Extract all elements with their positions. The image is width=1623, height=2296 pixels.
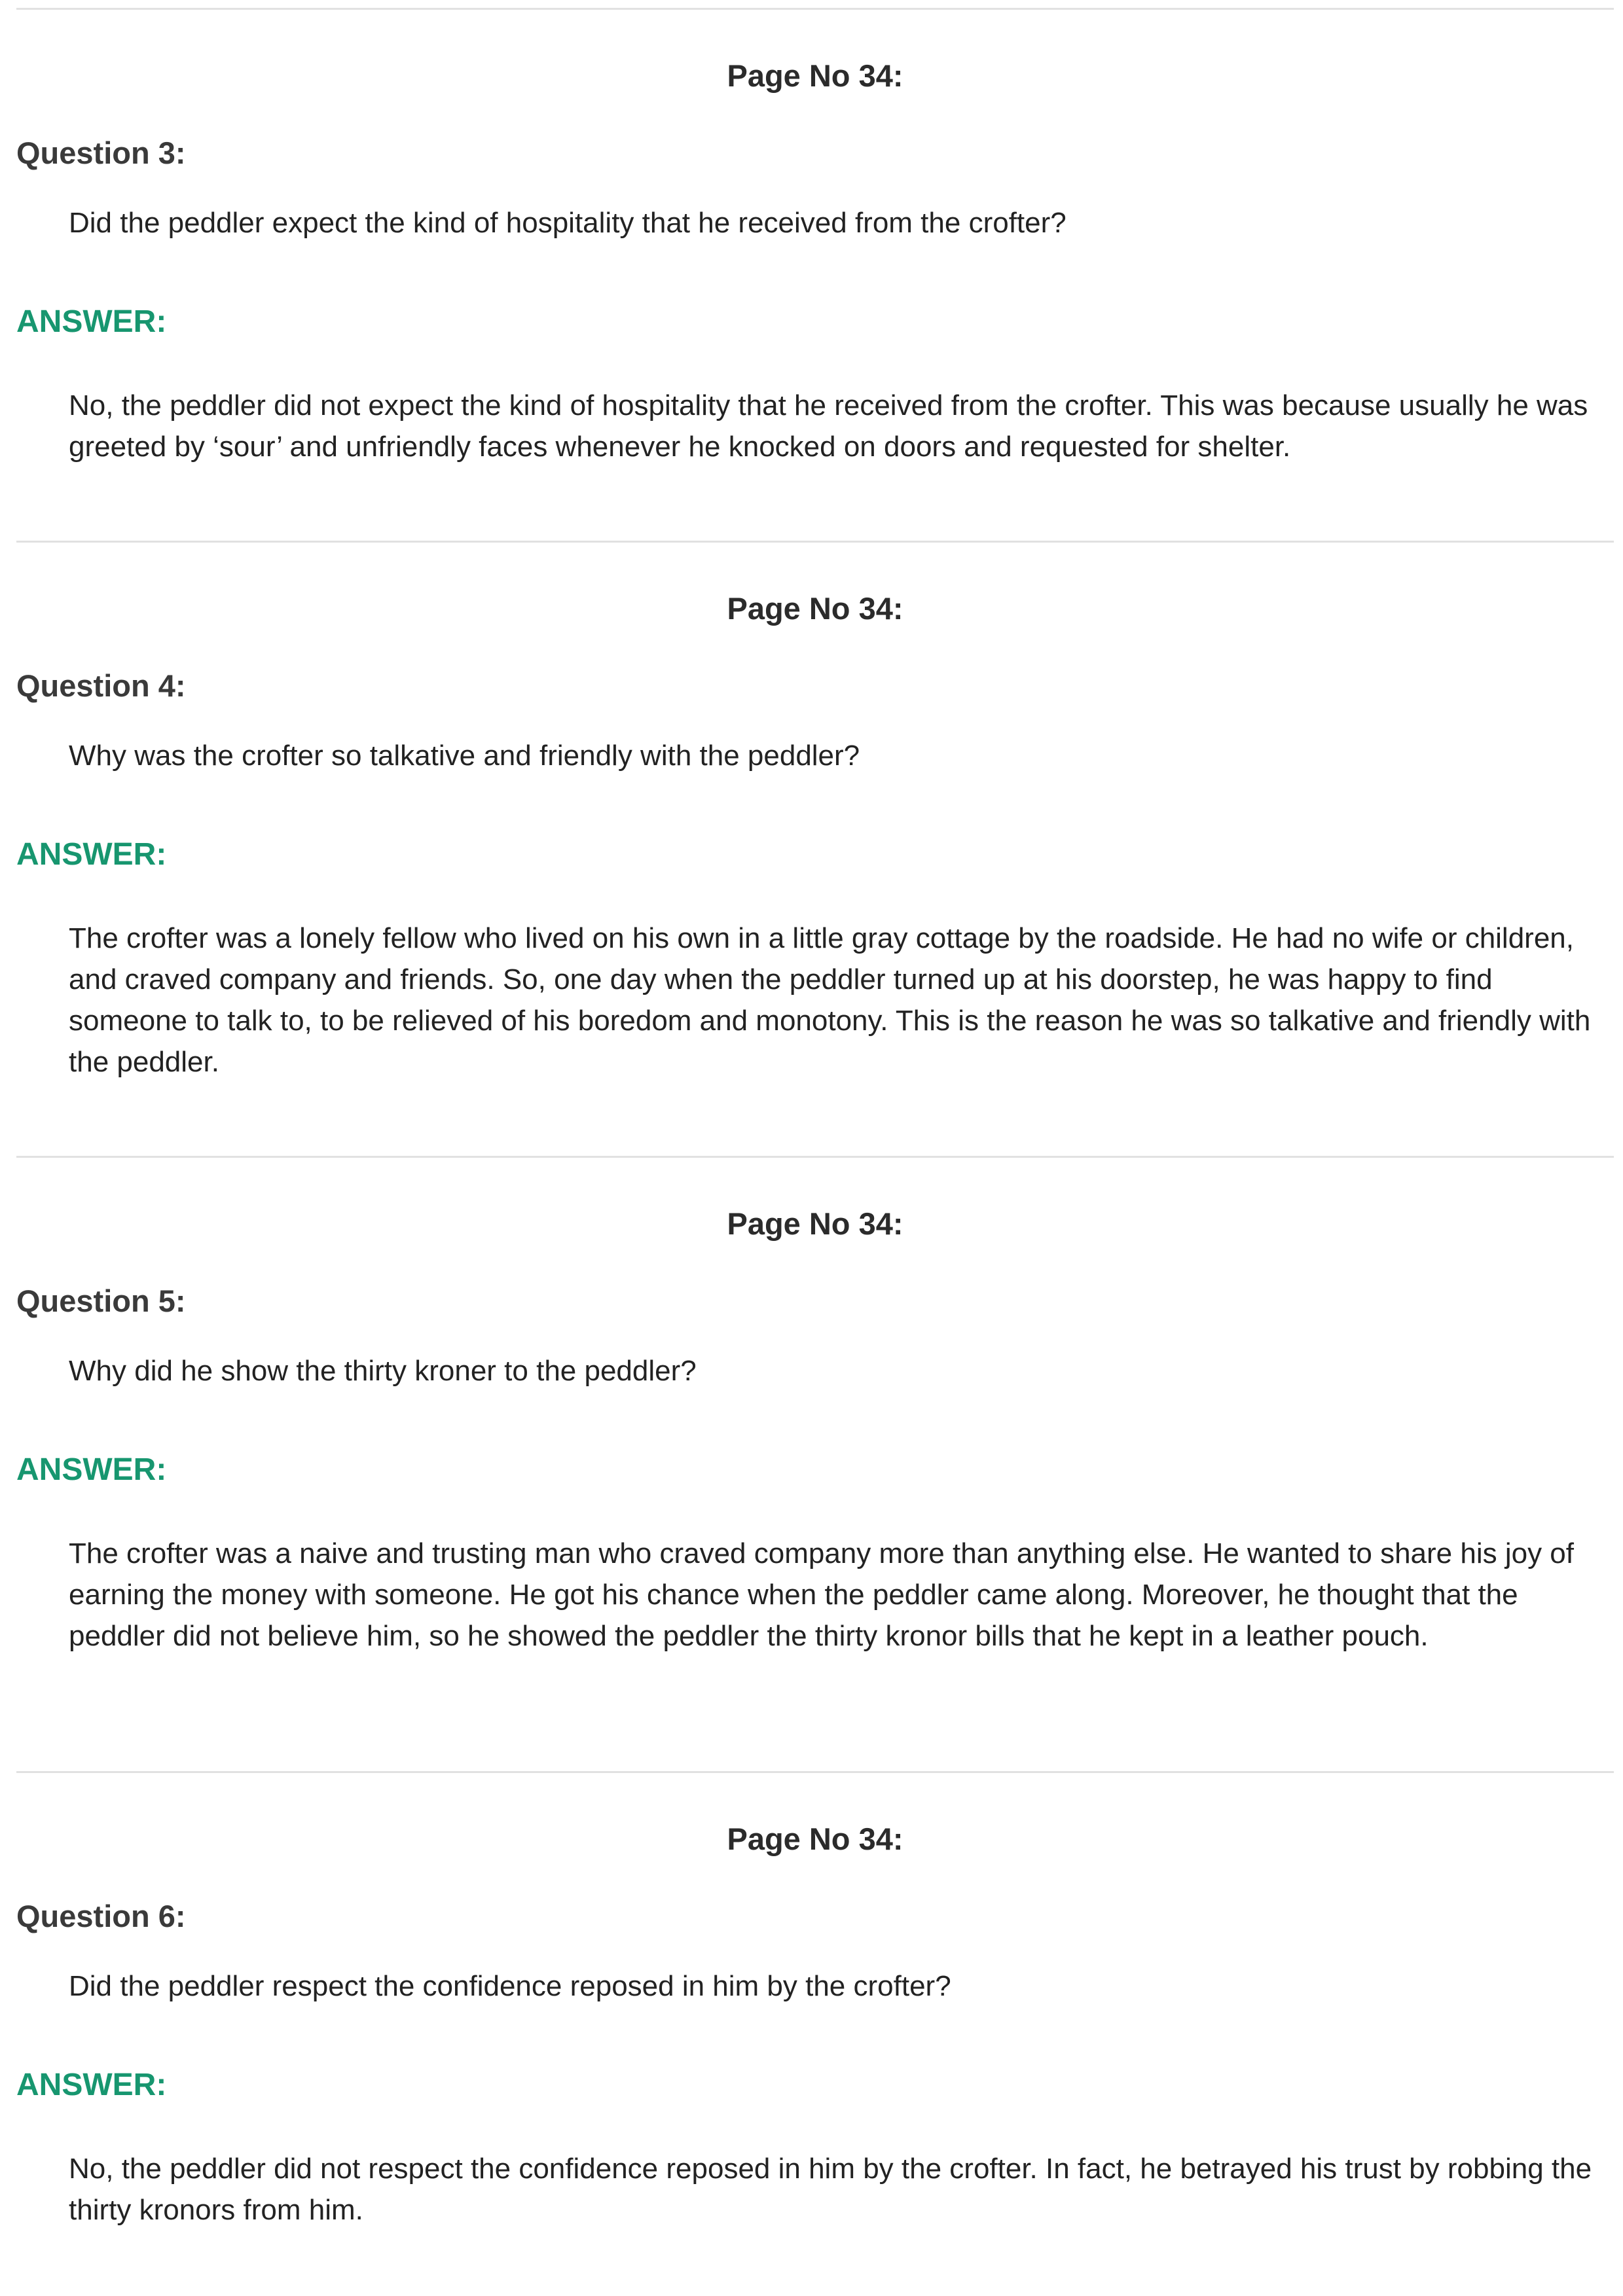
answer-text: The crofter was a lonely fellow who lived on his own in a little gray cottage by the roadside. He had no wife or children, and craved company and friends. So, one day when the peddler turned up at his doorstep, he was happy to find someone to talk to, to be relieved of his boredom and monotony. This is the reason he was so talkative and friendly with the peddler. [69, 922, 1591, 1078]
question-text: Did the peddler expect the kind of hospitality that he received from the crofter? [69, 207, 1067, 239]
question-label: Question 3: [16, 135, 186, 170]
page-number-heading: Page No 34: [727, 1206, 903, 1241]
question-label: Question 5: [16, 1283, 186, 1318]
section-divider [16, 1771, 1614, 1773]
section-divider [16, 541, 1614, 543]
page-number-heading: Page No 34: [727, 1821, 903, 1856]
answer-label: ANSWER: [16, 304, 167, 339]
question-text: Why did he show the thirty kroner to the peddler? [69, 1355, 697, 1387]
page-number-heading: Page No 34: [727, 58, 903, 93]
answer-text: No, the peddler did not respect the confidence reposed in him by the crofter. In fact, he betrayed his trust by robbing the thirty kronors from him. [69, 2153, 1592, 2226]
question-text: Why was the crofter so talkative and friendly with the peddler? [69, 740, 860, 772]
question-label: Question 4: [16, 668, 186, 703]
question-text: Did the peddler respect the confidence reposed in him by the crofter? [69, 1970, 951, 2002]
qa-section-question-4 [16, 541, 1614, 1156]
qa-section-question-6 [16, 1771, 1614, 2288]
question-label: Question 6: [16, 1899, 186, 1933]
page-number-heading: Page No 34: [727, 591, 903, 626]
answer-label: ANSWER: [16, 1452, 167, 1487]
section-divider [16, 1156, 1614, 1158]
qa-section-question-5 [16, 1156, 1614, 1771]
answer-text: No, the peddler did not expect the kind of hospitality that he received from the crofter. This was because usually he was greeted by ‘sour’ and unfriendly faces whenever he knocked on doors and requested for shelter. [69, 389, 1588, 463]
qa-section-question-3 [16, 8, 1614, 531]
answer-text: The crofter was a naive and trusting man who craved company more than anything else. He wanted to share his joy of earning the money with someone. He got his chance when the peddler came along. Moreover, he thought that the peddler did not believe him, so he showed the peddler the thirty kronor bills that he kept in a leather pouch. [69, 1537, 1574, 1652]
answer-label: ANSWER: [16, 2068, 167, 2102]
section-divider [16, 8, 1614, 10]
answer-label: ANSWER: [16, 837, 167, 872]
